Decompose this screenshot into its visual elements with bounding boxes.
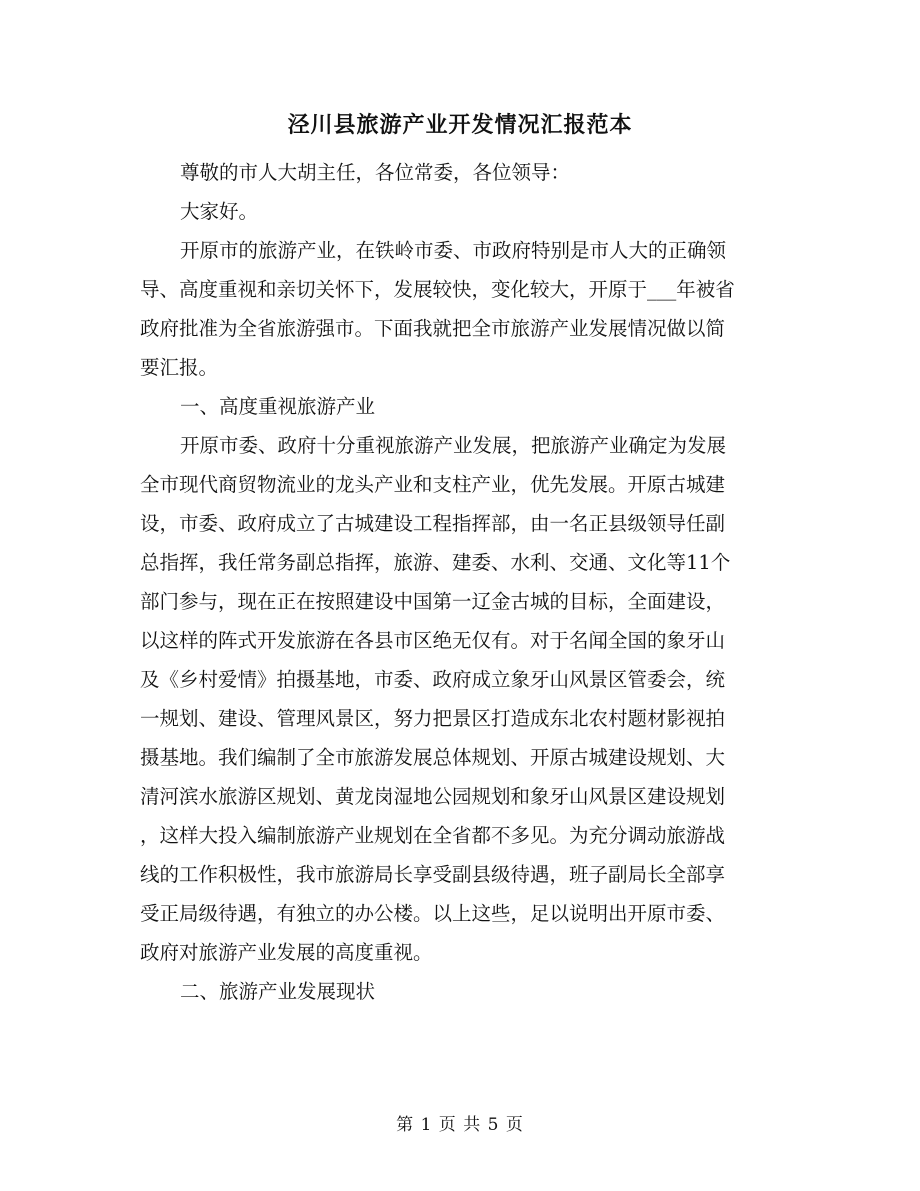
paragraph-line: 线的工作积极性，我市旅游局长享受副县级待遇，班子副局长全部享 [140,863,726,886]
paragraph-line: 政府批准为全省旅游强市。下面我就把全市旅游产业发展情况做以简 [140,317,726,340]
paragraph-line: 全市现代商贸物流业的龙头产业和支柱产业，优先发展。开原古城建 [140,473,726,496]
paragraph-line: 尊敬的市人大胡主任，各位常委，各位领导： [180,161,571,184]
paragraph-line: 以这样的阵式开发旅游在各县市区绝无仅有。对于名闻全国的象牙山 [140,629,726,652]
paragraph-line: 摄基地。我们编制了全市旅游发展总体规划、开原古城建设规划、大 [140,746,726,769]
page-number-footer: 第 1 页 共 5 页 [396,1115,524,1135]
section-heading: 二、旅游产业发展现状 [180,980,376,1003]
section-heading: 一、高度重视旅游产业 [180,395,376,418]
paragraph-line: 设，市委、政府成立了古城建设工程指挥部，由一名正县级领导任副 [140,512,726,535]
paragraph-line: 导、高度重视和亲切关怀下，发展较快，变化较大，开原于___年被省 [140,278,735,301]
paragraph-line: 政府对旅游产业发展的高度重视。 [140,941,433,964]
paragraph-line: 大家好。 [180,200,259,223]
paragraph-line: 部门参与，现在正在按照建设中国第一辽金古城的目标，全面建设， [140,590,726,613]
paragraph-line: 开原市委、政府十分重视旅游产业发展，把旅游产业确定为发展 [180,434,727,457]
paragraph-line: 开原市的旅游产业，在铁岭市委、市政府特别是市人大的正确领 [180,239,727,262]
paragraph-line: ，这样大投入编制旅游产业规划在全省都不多见。为充分调动旅游战 [140,824,726,847]
paragraph-line: 总指挥，我任常务副总指挥，旅游、建委、水利、交通、文化等11个 [140,551,731,574]
paragraph-line: 受正局级待遇，有独立的办公楼。以上这些，足以说明出开原市委、 [140,902,726,925]
document-body [140,153,780,1011]
paragraph-line: 清河滨水旅游区规划、黄龙岗湿地公园规划和象牙山风景区建设规划 [140,785,726,808]
paragraph-line: 要汇报。 [140,356,219,379]
document-title: 泾川县旅游产业开发情况汇报范本 [287,112,633,138]
paragraph-line: 及《乡村爱情》拍摄基地，市委、政府成立象牙山风景区管委会，统 [140,668,726,691]
paragraph-line: 一规划、建设、管理风景区，努力把景区打造成东北农村题材影视拍 [140,707,726,730]
